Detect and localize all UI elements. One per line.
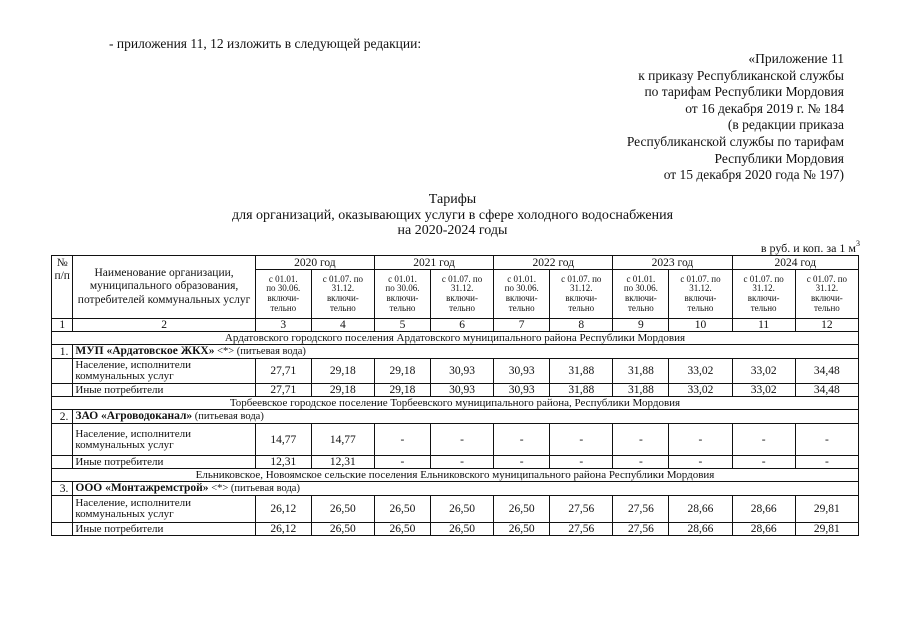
org-name: МУП «Ардатовское ЖКХ» <*> (питьевая вода) — [73, 345, 859, 359]
tariff-value: 26,50 — [311, 523, 374, 536]
tariff-value: 14,77 — [311, 424, 374, 456]
title-line: на 2020-2024 годы — [397, 223, 508, 238]
units-sup: 3 — [856, 239, 860, 248]
tariff-value: 30,93 — [430, 359, 493, 384]
tariff-value: 27,56 — [550, 523, 613, 536]
column-number: 1 — [52, 319, 73, 332]
org-number: 2. — [52, 410, 73, 424]
units-label — [705, 240, 860, 256]
tariff-value: - — [494, 456, 550, 469]
tariff-value: 31,88 — [550, 359, 613, 384]
appendix-line: Республиканской службы по тарифам — [626, 133, 844, 149]
header-period: с 01.07. по 31.12. включи- тельно — [795, 270, 858, 319]
appendix-line: к приказу Республиканской службы — [638, 67, 844, 83]
consumer-label: Население, исполнители коммунальных услуг — [73, 424, 255, 456]
tariff-value: - — [732, 424, 795, 456]
org-name: ООО «Монтажремстрой» <*> (питьевая вода) — [73, 482, 859, 496]
consumer-label: Иные потребители — [73, 384, 255, 397]
org-name: ЗАО «Агроводоканал» (питьевая вода) — [73, 410, 859, 424]
tariff-value: 31,88 — [613, 384, 669, 397]
appendix-line: по тарифам Республики Мордовия — [644, 84, 844, 100]
tariff-value: - — [430, 424, 493, 456]
header-year: 2021 год — [374, 256, 493, 270]
tariff-value: - — [613, 456, 669, 469]
column-number: 3 — [255, 319, 311, 332]
header-year: 2024 год — [732, 256, 858, 270]
tariff-value: 14,77 — [255, 424, 311, 456]
column-number: 2 — [73, 319, 255, 332]
header-period: с 01.07. по 31.12. включи- тельно — [430, 270, 493, 319]
tariff-value: 12,31 — [255, 456, 311, 469]
tariff-value: - — [732, 456, 795, 469]
tariff-value: 29,18 — [311, 384, 374, 397]
tariff-value: 27,71 — [255, 359, 311, 384]
header-period: с 01.07. по 31.12. включи- тельно — [669, 270, 732, 319]
tariff-value: 30,93 — [430, 384, 493, 397]
tariff-value: 26,50 — [494, 523, 550, 536]
tariff-value: - — [430, 456, 493, 469]
header-period: с 01.01. по 30.06. включи- тельно — [494, 270, 550, 319]
tariff-value: 26,50 — [494, 496, 550, 523]
header-period: с 01.07. по 31.12. включи- тельно — [311, 270, 374, 319]
tariff-value: - — [669, 424, 732, 456]
document-title — [0, 192, 905, 239]
tariff-value: 34,48 — [795, 359, 858, 384]
tariff-value: 29,18 — [374, 359, 430, 384]
units-text: в руб. и коп. за 1 м — [760, 241, 856, 255]
section-title: Ельниковское, Новоямское сельские поселения Ельниковского муниципального района Республики Мордовия — [52, 469, 859, 482]
tariff-value: 33,02 — [732, 359, 795, 384]
intro-text: - приложения 11, 12 изложить в следующей редакции: — [109, 36, 422, 51]
tariff-value: 28,66 — [732, 496, 795, 523]
header-year: 2023 год — [613, 256, 732, 270]
section-title: Ардатовского городского поселения Ардатовского муниципального района Республики Мордовия — [52, 332, 859, 345]
tariff-value: 26,50 — [374, 496, 430, 523]
title-line: Тарифы — [428, 192, 477, 207]
tariff-value: 27,56 — [550, 496, 613, 523]
consumer-label: Иные потребители — [73, 456, 255, 469]
column-number: 8 — [550, 319, 613, 332]
appendix-header — [524, 51, 844, 184]
consumer-label: Иные потребители — [73, 523, 255, 536]
tariff-value: 33,02 — [669, 359, 732, 384]
header-no: № п/п — [52, 256, 73, 319]
tariff-value: - — [494, 424, 550, 456]
tariff-value: 28,66 — [669, 496, 732, 523]
column-number: 9 — [613, 319, 669, 332]
header-period: с 01.07. по 31.12. включи- тельно — [732, 270, 795, 319]
header-period: с 01.01. по 30.06. включи- тельно — [255, 270, 311, 319]
tariff-value: 12,31 — [311, 456, 374, 469]
tariff-value: 26,50 — [311, 496, 374, 523]
tariff-value: 26,12 — [255, 496, 311, 523]
tariff-value: - — [669, 456, 732, 469]
header-period: с 01.01. по 30.06. включи- тельно — [613, 270, 669, 319]
tariff-table — [51, 255, 859, 536]
consumer-label: Население, исполнители коммунальных услуг — [73, 359, 255, 384]
tariff-value: 29,81 — [795, 496, 858, 523]
tariff-value: - — [795, 456, 858, 469]
tariff-value: 29,81 — [795, 523, 858, 536]
tariff-value: 29,18 — [311, 359, 374, 384]
tariff-value: 34,48 — [795, 384, 858, 397]
header-period: с 01.01. по 30.06. включи- тельно — [374, 270, 430, 319]
org-number: 1. — [52, 345, 73, 359]
tariff-value: 26,50 — [374, 523, 430, 536]
tariff-value: 28,66 — [669, 523, 732, 536]
tariff-value: 30,93 — [494, 359, 550, 384]
column-number: 5 — [374, 319, 430, 332]
header-year: 2020 год — [255, 256, 374, 270]
tariff-value: - — [374, 424, 430, 456]
tariff-value: 26,50 — [430, 496, 493, 523]
tariff-value: 27,56 — [613, 496, 669, 523]
tariff-value: 27,56 — [613, 523, 669, 536]
column-number: 6 — [430, 319, 493, 332]
appendix-line: от 15 декабря 2020 года № 197) — [663, 167, 844, 183]
header-name: Наименование организации, муниципального образования, потребителей коммунальных услуг — [73, 256, 255, 319]
column-number: 10 — [669, 319, 732, 332]
appendix-line: Республики Мордовия — [714, 150, 844, 166]
tariff-value: 30,93 — [494, 384, 550, 397]
tariff-value: - — [374, 456, 430, 469]
tariff-value: 33,02 — [669, 384, 732, 397]
tariff-value: - — [613, 424, 669, 456]
tariff-value: - — [550, 424, 613, 456]
tariff-value: 31,88 — [613, 359, 669, 384]
column-number: 4 — [311, 319, 374, 332]
tariff-value: 27,71 — [255, 384, 311, 397]
tariff-value: - — [795, 424, 858, 456]
tariff-value: 26,12 — [255, 523, 311, 536]
header-period: с 01.07. по 31.12. включи- тельно — [550, 270, 613, 319]
appendix-line: от 16 декабря 2019 г. № 184 — [685, 100, 844, 116]
appendix-line: «Приложение 11 — [748, 51, 844, 66]
tariff-value: 29,18 — [374, 384, 430, 397]
column-number: 12 — [795, 319, 858, 332]
org-number: 3. — [52, 482, 73, 496]
tariff-value: 33,02 — [732, 384, 795, 397]
tariff-value: 31,88 — [550, 384, 613, 397]
tariff-value: 28,66 — [732, 523, 795, 536]
title-line: для организаций, оказывающих услуги в сфере холодного водоснабжения — [231, 207, 674, 223]
column-number: 7 — [494, 319, 550, 332]
column-number: 11 — [732, 319, 795, 332]
tariff-value: 26,50 — [430, 523, 493, 536]
consumer-label: Население, исполнители коммунальных услуг — [73, 496, 255, 523]
tariff-value: - — [550, 456, 613, 469]
appendix-line: (в редакции приказа — [727, 117, 844, 133]
section-title: Торбеевское городское поселение Торбеевского муниципального района, Республики Мордовия — [52, 397, 859, 410]
header-year: 2022 год — [494, 256, 613, 270]
